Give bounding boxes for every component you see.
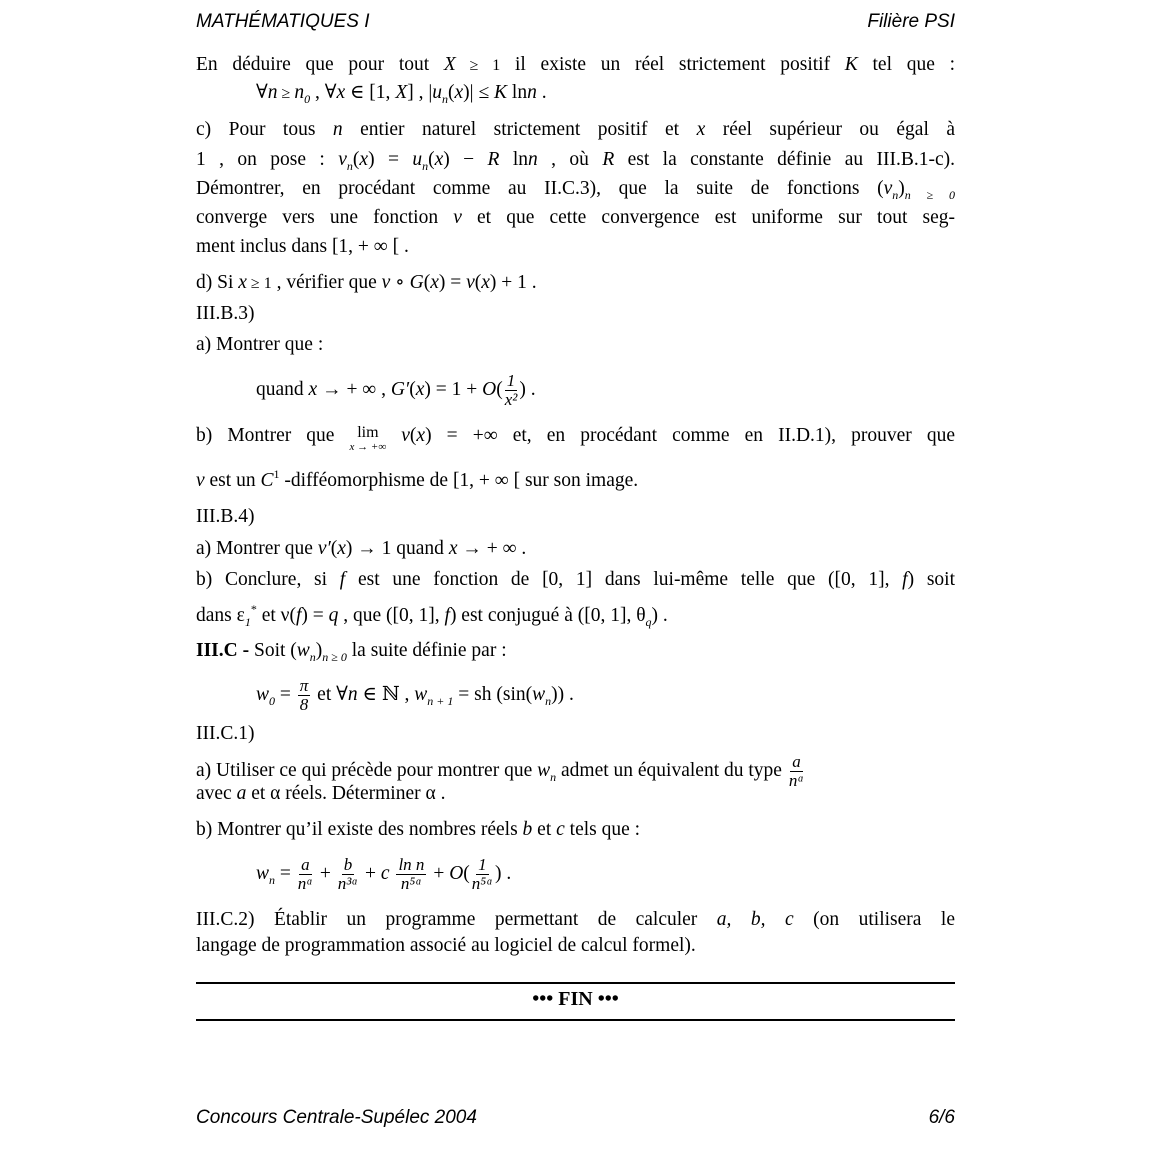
text-run: la suite définie par : [346,640,507,661]
text-run: ( [428,149,435,170]
text-run: ∈ ℕ , [357,683,415,705]
text-run: ln [507,82,528,103]
text-line [196,537,955,561]
math-i: w [256,862,270,884]
text-run: et [532,819,557,840]
math-i: v [883,178,893,199]
text-run: ∀ [256,82,268,103]
math-i: b [522,819,533,840]
text-line [196,333,955,357]
math-i: x [481,272,490,293]
text-run: il existe un réel strictement positif [500,54,845,75]
text-run: ( [463,862,470,884]
math-m: ≥ 1 [246,275,272,292]
text-run: admet un équivalent du type [556,759,787,781]
math-i: u [412,149,423,170]
math-i: x [448,538,458,559]
fraction [298,677,311,714]
math-i: n [332,119,343,140]
text-line [196,462,955,493]
header-subject: MATHÉMATIQUES I [196,11,370,32]
math-i: n [527,82,537,103]
math-i: n [347,683,358,705]
text-run: b) Montrer qu’il existe des nombres réels [196,819,523,840]
math-i: n [267,82,278,103]
math-i: v [453,207,462,228]
text-line [196,934,955,958]
text-run: ∈ [1, [345,82,396,103]
text-run: converge vers une fonction [196,207,454,228]
math-sub: n ≥ 0 [322,650,347,664]
text-run: et ν( [256,605,296,626]
text-run: ln [499,149,529,170]
text-run: ) + 1 . [489,272,537,293]
math-sub: n [269,872,276,887]
text-run: ) → 1 quand [345,538,449,559]
text-run: . [536,82,547,103]
math-i: u [432,82,443,103]
text-run: ] , | [407,82,433,103]
text-run: En déduire que pour tout [196,54,444,75]
math-i: x [416,425,426,446]
math-sup: * [250,602,257,616]
text-run: (on utilisera le [793,909,955,930]
text-line [196,177,955,207]
numerator: a [301,855,310,874]
text-run: = [275,862,296,884]
text-run: → + ∞ , [317,378,391,400]
math-i: x [454,82,464,103]
text-run: ) [315,640,323,661]
text-run: III.B.4) [196,506,255,527]
text-run: = [275,683,296,705]
text-run: ) = 1 + [424,378,483,400]
math-sub: 1 [244,615,251,629]
math-sub: 0 [304,92,311,106]
math-sub: n [545,693,552,708]
math-sub: n [346,159,353,173]
text-line [256,856,955,893]
end-marker: ••• FIN ••• [532,988,619,1010]
text-run: est la constante définie au III.B.1-c). [614,149,955,170]
text-run: -difféomorphisme de [1, + ∞ [ sur son image. [279,470,639,491]
text-run: dans ε [196,605,245,626]
text-line [196,722,955,746]
fraction [338,856,358,893]
text-run: quand [256,378,309,400]
text-line [196,639,955,669]
text-line [256,81,955,111]
math-sub: n [892,188,899,202]
text-line [196,118,955,142]
text-run: , que ([0, 1], [338,605,445,626]
text-run: ) . [494,862,512,884]
text-run: langage de programmation associé au logiciel de calcul formel). [196,935,696,956]
header-track: Filière PSI [867,11,955,32]
math-i: X [443,54,456,75]
text-run: entier naturel strictement positif et [342,119,697,140]
text-run: et que cette convergence est uniforme sur tout seg- [461,207,955,228]
footer-page-number: 6/6 [928,1107,955,1128]
math-i: O [449,862,464,884]
math-i: x [359,149,369,170]
math-i: v [401,425,410,446]
math-i: q [328,605,339,626]
text-line [196,597,955,634]
text-run: III.C.2) Établir un programme permettant de calculer [196,909,717,930]
math-i: c [380,862,390,884]
text-run: III.C.1) [196,723,255,744]
text-line [196,505,955,529]
text-line [196,206,955,230]
text-run: + [315,862,336,884]
text-run: Soit ( [253,640,297,661]
math-i: a, b, c [716,909,794,930]
text-run: ) = [368,149,413,170]
math-sub: n [442,92,449,106]
math-sub: 0 [269,693,276,708]
text-run: ∘ [390,272,410,293]
math-b: III.C - [196,640,254,661]
text-run: ) = +∞ et, en procédant comme en II.D.1), prouver que [425,425,955,446]
text-line [196,782,955,806]
text-run: et ∀ [312,683,348,705]
limit-subscript: x → +∞ [349,441,387,453]
text-run: avec [196,783,237,804]
numerator: b [343,855,353,874]
math-i: R [487,149,500,170]
footer-contest: Concours Centrale-Supélec 2004 [196,1107,477,1128]
math-m: ≥ [277,85,295,102]
numerator: ln n [398,855,425,874]
denominator: 8 [299,695,309,714]
math-i: f [295,605,302,626]
text-run: ( [352,149,360,170]
math-sub: n [550,769,557,784]
text-line [196,235,955,259]
text-line [196,568,955,592]
text-line [196,424,955,452]
denominator: nᵅ [788,771,805,790]
numerator: 1 [478,855,487,874]
numerator: π [299,676,309,695]
math-sub: n [309,650,316,664]
math-sub: q [645,615,652,629]
text-line [196,908,955,932]
fraction [298,856,313,893]
numerator: 1 [506,371,516,390]
numerator: a [792,752,801,771]
math-i: v [196,470,205,491]
math-i: x [336,82,346,103]
math-i: w [537,759,551,781]
text-run: )| ≤ [463,82,495,103]
math-sub: n + 1 [427,693,454,708]
math-i: R [602,149,615,170]
text-run: b) Conclure, si [196,569,340,590]
math-i: n [294,82,305,103]
text-run: III.B.3) [196,303,255,324]
math-i: v [338,149,347,170]
text-line [196,271,955,296]
math-i: G′ [390,378,410,400]
text-line [196,302,955,326]
text-run: a) Montrer que [196,538,318,559]
math-i: X [395,82,408,103]
math-i: x [430,272,439,293]
limit-op: lim [357,424,379,441]
text-run: ) est conjugué à ([0, 1], θ [449,605,646,626]
math-i: v [466,272,475,293]
text-run: tels que : [564,819,641,840]
text-run: + [360,862,381,884]
math-i: w [256,683,270,705]
math-i: a [236,783,247,804]
denominator: n⁵ᵅ [400,874,423,893]
text-run: , vérifier que [271,272,382,293]
text-line [256,372,955,409]
text-run: réel supérieur ou égal à [705,119,955,140]
text-run: d) Si [196,272,239,293]
math-i: x [434,149,444,170]
math-i: x [415,378,425,400]
text-line [256,677,955,714]
math-sup: 1 [273,467,280,481]
text-run: ( [409,378,416,400]
text-run: b) Montrer que [196,425,350,446]
text-run: est une fonction de [0, 1] dans lui-même telle que ([0, 1], [345,569,903,590]
text-run: 1 , on pose : [196,149,339,170]
math-i: w [296,640,310,661]
text-run: = sh (sin( [453,683,533,705]
denominator: n³ᵅ [337,874,359,893]
text-run: ( [423,272,431,293]
math-i: K [494,82,508,103]
math-i: f [444,605,450,626]
text-run: ( [330,538,338,559]
math-i: x [308,378,318,400]
math-i: w [532,683,546,705]
text-run: Démontrer, en procédant comme au II.C.3), que la suite de fonctions ( [196,178,884,199]
text-run: ) [898,178,905,199]
top-divider [196,982,955,984]
math-i: x [696,119,706,140]
fraction [396,856,426,893]
fraction [505,372,518,409]
math-sub: n ≥ 0 [904,188,955,202]
math-i: G [409,272,424,293]
text-run [390,863,395,884]
text-run: a) Montrer que : [196,334,324,355]
text-run: ) = [301,605,329,626]
text-run: tel que : [857,54,955,75]
text-run: ( [448,82,455,103]
text-run [386,425,401,446]
text-run: + [428,862,450,884]
text-run: ( [409,425,417,446]
denominator: n⁵ᵅ [471,874,493,893]
text-run: c) Pour tous [196,119,333,140]
math-i: f [339,569,346,590]
text-run: , où [537,149,603,170]
text-run: ) − [443,149,488,170]
math-i: x [337,538,346,559]
math-i: n [528,149,538,170]
text-run: ) . [651,605,668,626]
math-sub: n [422,159,429,173]
text-run: ( [496,378,503,400]
math-i: f [902,569,908,590]
fraction [472,856,493,893]
math-i: x [238,272,247,293]
text-run: est un [204,470,261,491]
text-run: )) . [551,683,574,705]
math-i: v′ [317,538,331,559]
text-run: ( [474,272,482,293]
text-run: a) Utiliser ce qui précède pour montrer que [196,759,538,781]
text-line [196,818,955,842]
denominator: nᵅ [297,874,314,893]
text-line [196,148,955,178]
text-run: ) . [519,378,536,400]
text-run: → + ∞ . [457,538,527,559]
math-i: O [482,378,497,400]
text-run: ment inclus dans [1, + ∞ [ . [196,236,409,257]
text-line [196,53,955,78]
denominator: x² [504,390,518,409]
math-i: v [381,272,391,293]
math-m: ≥ 1 [455,57,501,74]
text-run: et α réels. Déterminer α . [246,783,446,804]
limit [350,424,387,452]
text-run: ) = [438,272,467,293]
math-i: C [260,470,274,491]
text-run: ) soit [907,569,955,590]
math-i: c [556,819,565,840]
bottom-divider [196,1019,955,1021]
text-run: , ∀ [310,82,337,103]
math-i: K [844,54,858,75]
math-i: w [414,683,428,705]
